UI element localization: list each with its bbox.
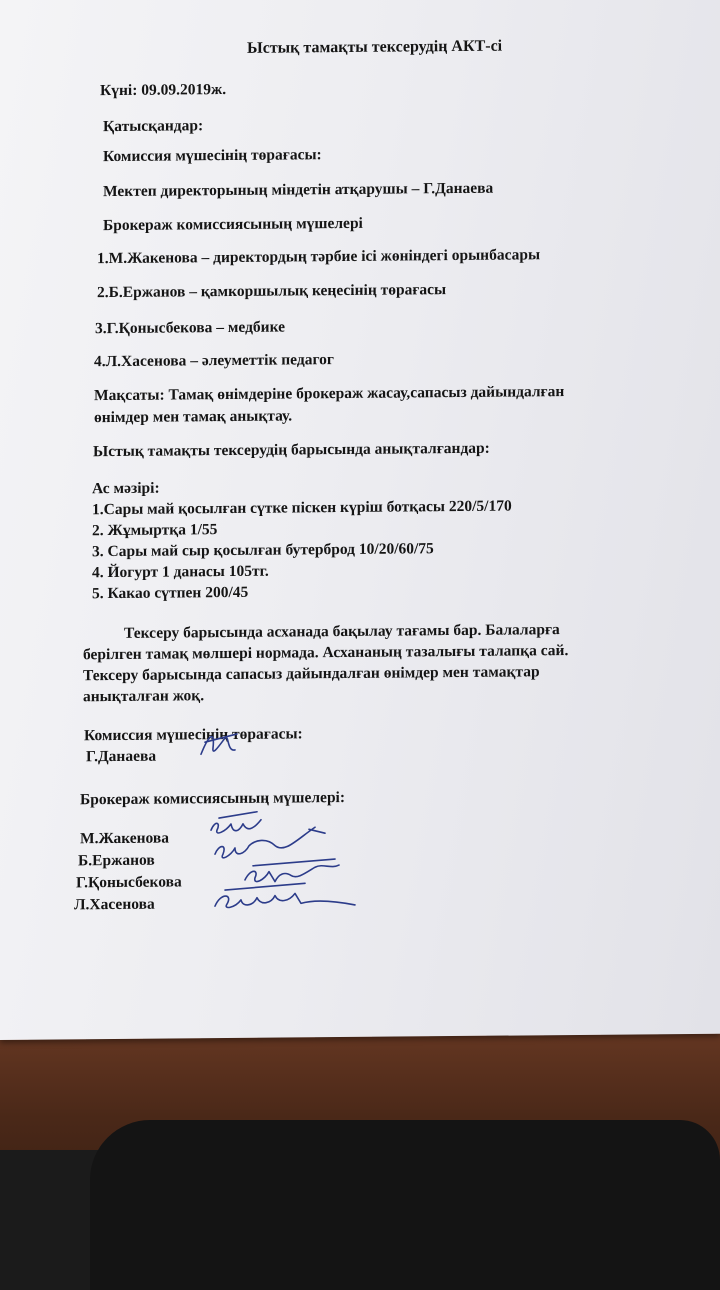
- member-line: 1.М.Жакенова – директордың тәрбие ісі жөніндегі орынбасары: [97, 246, 541, 268]
- chair-line: Мектеп директорының міндетін атқарушы – Г.Данаева: [103, 179, 494, 201]
- dark-fabric: [90, 1120, 720, 1290]
- findings-heading: Ыстық тамақты тексерудің барысында анықталғандар:: [93, 439, 490, 461]
- sign-members-label: Брокераж комиссиясының мүшелері:: [80, 788, 346, 809]
- conclusion-line: Тексеру барысында сапасыз дайындалған өнімдер мен тамақтар: [83, 663, 540, 685]
- member-line: 2.Б.Ержанов – қамкоршылық кеңесінің төрағасы: [97, 281, 447, 302]
- menu-item: 2. Жұмыртқа 1/55: [92, 521, 218, 540]
- document-title: Ыстық тамақты тексерудің АКТ-сі: [247, 37, 503, 57]
- member-line: 4.Л.Хасенова – әлеуметтік педагог: [94, 351, 334, 371]
- sign-member-name: Г.Қонысбекова: [76, 873, 182, 892]
- members-signatures: [205, 809, 365, 920]
- chair-label: Комиссия мүшесінің төрағасы:: [103, 146, 322, 166]
- sign-chair-name: Г.Данаева: [86, 747, 157, 766]
- purpose-line: Мақсаты: Тамақ өнімдеріне брокераж жасау,сапасыз дайындалған: [94, 383, 565, 405]
- chair-signature: [195, 726, 245, 766]
- menu-item: 5. Какао сүтпен 200/45: [92, 583, 249, 603]
- conclusion-line: берілген тамақ мөлшері нормада. Асхананың тазалығы талапқа сай.: [83, 642, 569, 664]
- conclusion-line: анықталған жоқ.: [83, 687, 205, 706]
- menu-item: 3. Сары май сыр қосылған бутерброд 10/20/60/75: [92, 540, 434, 561]
- purpose-line: өнімдер мен тамақ анықтау.: [94, 407, 293, 427]
- sign-member-name: Л.Хасенова: [74, 895, 155, 914]
- menu-item: 4. Йогурт 1 данасы 105тг.: [92, 562, 269, 582]
- sign-chair-label: Комиссия мүшесінің төрағасы:: [84, 725, 303, 745]
- participants-label: Қатысқандар:: [103, 117, 204, 136]
- menu-item: 1.Сары май қосылған сүтке піскен күріш ботқасы 220/5/170: [92, 497, 512, 519]
- member-line: 3.Г.Қонысбекова – медбике: [95, 318, 286, 338]
- document-date: Күні: 09.09.2019ж.: [100, 81, 227, 100]
- conclusion-line: Тексеру барысында асханада бақылау тағамы бар. Балаларға: [124, 621, 560, 642]
- sign-member-name: Б.Ержанов: [78, 851, 155, 870]
- menu-label: Ас мәзірі:: [92, 479, 160, 498]
- sign-member-name: М.Жакенова: [80, 829, 170, 848]
- members-label: Брокераж комиссиясының мүшелері: [103, 214, 363, 235]
